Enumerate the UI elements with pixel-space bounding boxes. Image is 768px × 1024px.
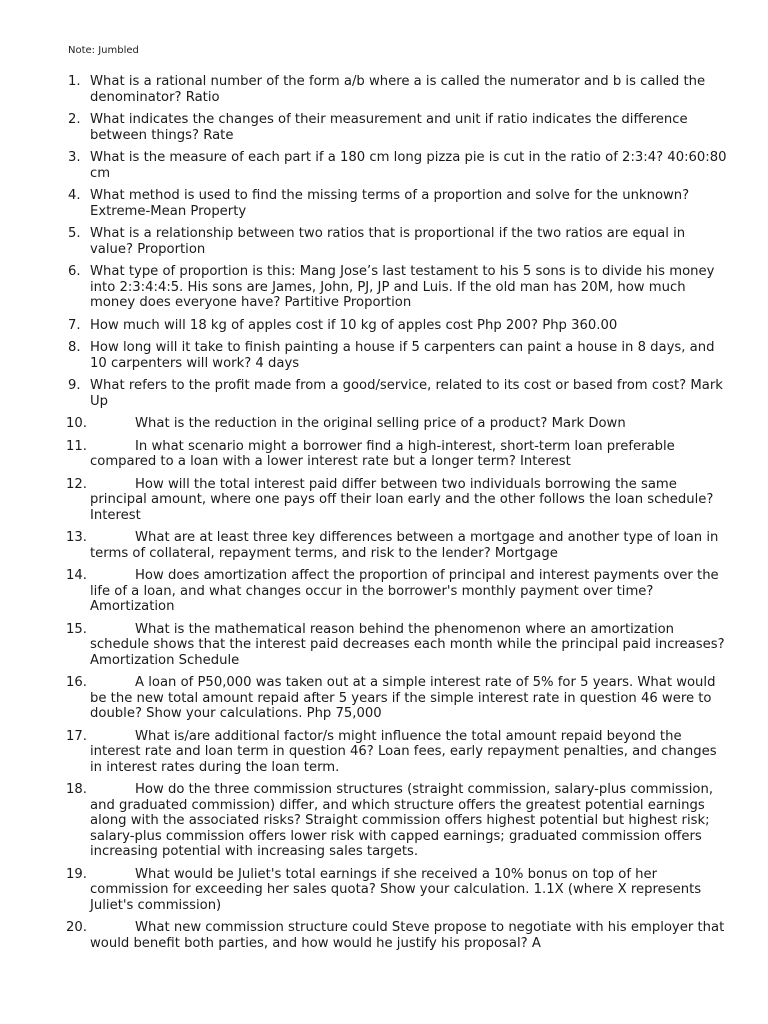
item-text: How does amortization affect the proportion of principal and interest payments over the life of a loan, and what changes occur in the borrower's monthly payment over time? Amortization	[90, 568, 719, 614]
list-item	[0, 112, 768, 143]
list-item	[0, 150, 768, 181]
item-text: What new commission structure could Steve propose to negotiate with his employer that would benefit both parties, and how would he justify his proposal? A	[90, 920, 725, 951]
item-number: 14.	[66, 568, 87, 583]
list-item	[0, 226, 768, 257]
list-item	[0, 439, 768, 470]
list-item	[0, 867, 768, 914]
list-item	[0, 416, 768, 432]
item-text: In what scenario might a borrower find a high-interest, short-term loan preferable compared to a loan with a lower interest rate but a longer term? Interest	[90, 438, 675, 469]
item-text: What are at least three key differences between a mortgage and another type of loan in terms of collateral, repayment terms, and risk to the lender? Mortgage	[90, 530, 719, 561]
item-text: What indicates the changes of their measurement and unit if ratio indicates the difference between things? Rate	[90, 112, 688, 143]
list-item	[0, 568, 768, 615]
item-number: 1.	[68, 74, 81, 89]
item-number: 15.	[66, 621, 87, 637]
item-text: What type of proportion is this: Mang Jose’s last testament to his 5 sons is to divide his money into 2:3:4:4:5. His sons are James, John, PJ, JP and Luis. If the old man has 20M, how much money does everyone have? Partitive Proportion	[90, 264, 715, 310]
item-text: What is a relationship between two ratios that is proportional if the two ratios are equal in value? Proportion	[90, 226, 686, 257]
item-number: 4.	[68, 188, 81, 203]
list-item	[0, 675, 768, 722]
item-text: What is the measure of each part if a 180 cm long pizza pie is cut in the ratio of 2:3:4? 40:60:80 cm	[90, 150, 727, 181]
list-item	[0, 622, 768, 669]
item-number: 7.	[68, 317, 81, 333]
item-number: 19.	[66, 866, 87, 882]
item-number: 10.	[66, 416, 87, 431]
item-number: 5.	[68, 226, 81, 241]
item-text: How do the three commission structures (straight commission, salary-plus commission, and graduated commission) differ, and which structure offers the greatest potential earnings along with the associated risks? Straight commission offers highest potential but highest risk; salary-plus commission offers lower risk with capped earnings; graduated commission offers increasing potential with increasing sales targets.	[90, 782, 714, 859]
item-text: How will the total interest paid differ between two individuals borrowing the same principal amount, where one pays off their loan early and the other follows the loan schedule? Interest	[90, 476, 714, 523]
list-item	[0, 729, 768, 776]
item-number: 3.	[68, 150, 81, 165]
item-text: What method is used to find the missing terms of a proportion and solve for the unknown? Extreme-Mean Property	[90, 188, 690, 219]
item-text: How much will 18 kg of apples cost if 10 kg of apples cost Php 200? Php 360.00	[90, 317, 618, 333]
item-text: What is a rational number of the form a/b where a is called the numerator and b is called the denominator? Ratio	[90, 74, 706, 105]
list-item	[0, 530, 768, 561]
item-number: 20.	[66, 920, 87, 935]
item-number: 11.	[66, 438, 87, 454]
list-item	[0, 340, 768, 371]
item-number: 8.	[68, 340, 81, 355]
note-header: Note: Jumbled	[68, 45, 139, 56]
list-item	[0, 477, 768, 524]
item-number: 13.	[66, 530, 87, 545]
item-number: 9.	[68, 378, 81, 393]
item-number: 6.	[68, 264, 81, 279]
item-number: 17.	[66, 728, 87, 744]
item-text: What refers to the profit made from a good/service, related to its cost or based from cost? Mark Up	[90, 378, 723, 409]
item-number: 16.	[66, 675, 87, 690]
item-text: What is the mathematical reason behind the phenomenon where an amortization schedule shows that the interest paid decreases each month while the principal paid increases? Amortization Schedule	[90, 621, 725, 668]
item-text: A loan of P50,000 was taken out at a simple interest rate of 5% for 5 years. What would be the new total amount repaid after 5 years if the simple interest rate in question 46 were to double? Show your calculations. Php 75,000	[90, 675, 716, 721]
item-text: What is/are additional factor/s might influence the total amount repaid beyond the interest rate and loan term in question 46? Loan fees, early repayment penalties, and changes in interest rates during the loan term.	[90, 728, 717, 775]
item-text: How long will it take to finish painting a house if 5 carpenters can paint a house in 8 days, and 10 carpenters will work? 4 days	[90, 340, 715, 371]
list-item	[0, 920, 768, 951]
list-item	[0, 318, 768, 334]
item-number: 18.	[66, 782, 87, 797]
list-item	[0, 782, 768, 860]
list-item	[0, 378, 768, 409]
question-list	[0, 74, 768, 958]
item-text: What would be Juliet's total earnings if she received a 10% bonus on top of her commission for exceeding her sales quota? Show your calculation. 1.1X (where X represents Juliet's commission)	[90, 866, 702, 913]
list-item	[0, 264, 768, 311]
item-number: 12.	[66, 476, 87, 492]
item-number: 2.	[68, 112, 81, 127]
list-item	[0, 188, 768, 219]
list-item	[0, 74, 768, 105]
item-text: What is the reduction in the original selling price of a product? Mark Down	[135, 416, 626, 431]
